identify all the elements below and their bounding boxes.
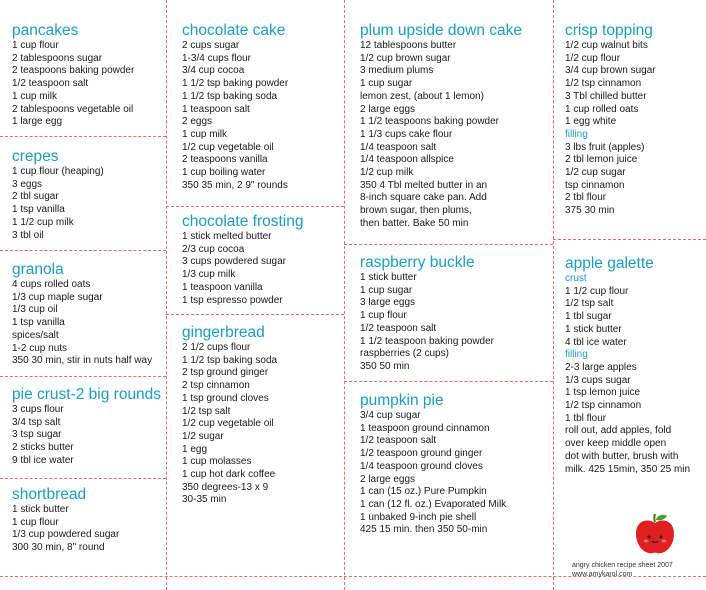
ingredient-line: 2 eggs xyxy=(182,116,213,128)
ingredient-line: 1 stick melted butter xyxy=(182,231,272,242)
recipe-gingerbread xyxy=(182,324,277,507)
ingredient-line: 1/2 teaspoon ground ginger xyxy=(360,448,483,460)
ingredient-line: 1 cup rolled oats xyxy=(565,103,639,115)
ingredient-line: 2-3 large apples xyxy=(565,361,637,373)
recipe-title: crepes xyxy=(12,148,59,165)
ingredient-line: tsp cinnamon xyxy=(565,179,625,191)
ingredient-line: 1-3/4 cups flour xyxy=(182,52,251,64)
ingredient-line: 1 teaspoon ground cinnamon xyxy=(360,422,490,434)
ingredient-line: 1/3 cup milk xyxy=(182,269,236,281)
recipe-title: crisp topping xyxy=(565,22,653,39)
ingredient-line: 2 sticks butter xyxy=(12,442,74,454)
ingredient-line: 1 tsp ground cloves xyxy=(182,392,269,404)
section-subtitle: filling xyxy=(565,349,588,361)
ingredient-line: 4 cups rolled oats xyxy=(12,279,91,290)
column-divider xyxy=(166,0,167,590)
ingredient-line: 350 30 min, stir in nuts half way xyxy=(12,355,153,367)
ingredient-line: 1 teaspoon salt xyxy=(182,103,250,115)
ingredient-line: 1 1/2 teaspoon baking powder xyxy=(360,335,494,347)
footer-url: www.amykarol.com xyxy=(572,571,633,578)
ingredient-line: 1/2 teaspoon salt xyxy=(360,435,437,447)
ingredient-line: 1/2 cup vegetable oil xyxy=(182,141,274,153)
ingredient-line: 2 large eggs xyxy=(360,473,416,485)
recipe-chocolate-cake xyxy=(182,22,288,192)
ingredient-line: 1 cup milk xyxy=(12,90,58,102)
ingredient-line: 3 eggs xyxy=(12,178,43,190)
ingredient-line: 1/2 tsp salt xyxy=(565,298,614,310)
ingredient-line: 1 1/2 tsp baking soda xyxy=(182,90,278,102)
ingredient-line: 3 cups powdered sugar xyxy=(182,256,286,268)
ingredient-line: 1 stick butter xyxy=(360,272,417,283)
recipe-title: pumpkin pie xyxy=(360,392,444,409)
ingredient-line: 1/3 cup powdered sugar xyxy=(12,529,120,541)
section-divider xyxy=(0,136,166,137)
ingredient-line: 9 tbl ice water xyxy=(12,454,74,466)
apple-icon xyxy=(633,510,677,556)
ingredient-line: 1-2 cup nuts xyxy=(12,342,68,354)
ingredient-line: 30-35 min xyxy=(182,494,227,506)
section-divider xyxy=(166,314,344,315)
ingredient-line: 2 teaspoons vanilla xyxy=(182,154,268,166)
ingredient-line: 1 egg white xyxy=(565,116,617,128)
ingredient-line: 1 cup sugar xyxy=(360,284,413,296)
ingredient-line: 3 large eggs xyxy=(360,297,416,309)
ingredient-line: 1/2 teaspoon salt xyxy=(360,322,437,334)
ingredient-line: 1/4 teaspoon allspice xyxy=(360,154,454,166)
recipe-shortbread xyxy=(12,486,119,555)
ingredient-line: 1/2 tsp cinnamon xyxy=(565,400,642,412)
section-divider xyxy=(0,376,166,377)
recipe-title: raspberry buckle xyxy=(360,254,475,271)
recipe-raspberry-buckle xyxy=(360,254,494,374)
recipe-title: granola xyxy=(12,261,64,278)
recipe-title: shortbread xyxy=(12,486,87,503)
ingredient-line: 1 tsp vanilla xyxy=(12,204,65,216)
ingredient-line: 2 teaspoons baking powder xyxy=(12,65,135,77)
section-subtitle: filling xyxy=(565,128,588,140)
ingredient-line: 1 1/2 tsp baking powder xyxy=(182,78,289,90)
section-subtitle: crust xyxy=(565,273,587,284)
recipe-apple-galette xyxy=(565,255,690,476)
ingredient-line: 350 50 min xyxy=(360,360,410,372)
ingredient-line: dot with butter, brush with xyxy=(565,450,679,462)
section-divider xyxy=(344,381,553,382)
ingredient-line: 1 1/2 tsp baking soda xyxy=(182,354,278,366)
recipe-pumpkin-pie xyxy=(360,392,506,537)
ingredient-line: then batter. Bake 50 min xyxy=(360,217,469,229)
ingredient-line: 1/2 teaspoon salt xyxy=(12,78,89,90)
ingredient-line: 1/2 cup walnut bits xyxy=(565,40,648,51)
ingredient-line: 1 cup flour xyxy=(360,310,407,322)
ingredient-line: 1/2 cup brown sugar xyxy=(360,52,451,64)
ingredient-line: 3 tbl oil xyxy=(12,229,44,241)
section-divider xyxy=(0,250,166,251)
ingredient-line: 3 lbs fruit (apples) xyxy=(565,141,645,153)
ingredient-line: 1 tbl sugar xyxy=(565,311,612,323)
ingredient-line: 1 1/2 teaspoons baking powder xyxy=(360,116,499,128)
ingredient-line: 1 stick butter xyxy=(565,323,622,335)
ingredient-line: 1/3 cups sugar xyxy=(565,374,631,386)
ingredient-line: 1 cup molasses xyxy=(182,456,252,468)
ingredient-line: 2 tsp ground ginger xyxy=(182,367,269,379)
recipe-pie-crust xyxy=(12,386,161,468)
recipe-crepes xyxy=(12,148,104,242)
ingredient-line: 1 cup hot dark coffee xyxy=(182,469,276,481)
ingredient-line: 2 tbl sugar xyxy=(12,191,59,203)
footer-line: angry chicken recipe sheet 2007 xyxy=(572,562,673,569)
recipe-title: plum upside down cake xyxy=(360,22,522,39)
ingredient-line: 1 can (12 fl. oz.) Evaporated Milk xyxy=(360,498,507,510)
ingredient-line: 1/2 cup flour xyxy=(565,52,621,64)
section-divider xyxy=(344,244,553,245)
ingredient-line: 1 teaspoon vanilla xyxy=(182,281,263,293)
ingredient-line: 425 15 min. then 350 50-min xyxy=(360,524,488,536)
section-divider xyxy=(166,206,344,207)
ingredient-line: 1 1/2 cup flour xyxy=(565,285,629,297)
recipe-pancakes xyxy=(12,22,134,129)
recipe-title: gingerbread xyxy=(182,324,265,341)
ingredient-line: 350 35 min, 2 9" rounds xyxy=(182,179,288,191)
ingredient-line: 3 Tbl chilled butter xyxy=(565,90,647,102)
ingredient-line: 1 can (15 oz.) Pure Pumpkin xyxy=(360,486,487,498)
ingredient-line: 3 cups flour xyxy=(12,404,64,415)
column-divider xyxy=(344,0,345,590)
ingredient-line: 1/4 teaspoon ground cloves xyxy=(360,460,483,472)
ingredient-line: 1 tsp espresso powder xyxy=(182,294,283,306)
recipe-title: chocolate cake xyxy=(182,22,286,39)
ingredient-line: 12 tablespoons butter xyxy=(360,40,457,51)
ingredient-line: 3 tsp sugar xyxy=(12,429,62,441)
ingredient-line: 3/4 tsp salt xyxy=(12,416,61,428)
recipe-granola xyxy=(12,261,152,368)
ingredient-line: brown sugar, then plums, xyxy=(360,205,472,217)
ingredient-line: 1/3 cup oil xyxy=(12,304,58,316)
ingredient-line: 1/2 sugar xyxy=(182,430,224,442)
recipe-chocolate-frosting xyxy=(182,213,304,307)
ingredient-line: over keep middle open xyxy=(565,438,667,450)
section-divider xyxy=(0,478,166,479)
footer-credit xyxy=(572,561,673,579)
section-divider xyxy=(553,239,706,240)
ingredient-line: 1 large egg xyxy=(12,116,63,128)
recipe-crisp-topping xyxy=(565,22,656,218)
ingredient-line: 1/2 tsp salt xyxy=(182,405,231,417)
ingredient-line: spices/salt xyxy=(12,329,59,341)
ingredient-line: 3/4 cup brown sugar xyxy=(565,65,656,77)
ingredient-line: 1 unbaked 9-inch pie shell xyxy=(360,511,477,523)
recipe-title: pancakes xyxy=(12,22,79,39)
ingredient-line: 1/2 cup sugar xyxy=(565,167,626,179)
ingredient-line: 350 4 Tbl melted butter in an xyxy=(360,179,488,191)
ingredient-line: 1 cup flour xyxy=(12,516,59,528)
ingredient-line: lemon zest, (about 1 lemon) xyxy=(360,90,484,102)
ingredient-line: 300 30 min, 8" round xyxy=(12,542,105,554)
recipe-title: apple galette xyxy=(565,255,654,272)
ingredient-line: 1 tbl flour xyxy=(565,412,607,424)
ingredient-line: 1 1/3 cups cake flour xyxy=(360,128,453,140)
ingredient-line: 350 degrees-13 x 9 xyxy=(182,481,269,493)
ingredient-line: 1 cup flour (heaping) xyxy=(12,166,104,177)
ingredient-line: 3 medium plums xyxy=(360,65,434,77)
ingredient-line: 1/3 cup maple sugar xyxy=(12,291,103,303)
ingredient-line: 1 stick butter xyxy=(12,504,69,515)
ingredient-line: 1 tsp vanilla xyxy=(12,317,65,329)
recipe-title: chocolate frosting xyxy=(182,213,304,230)
ingredient-line: 1/2 cup vegetable oil xyxy=(182,418,274,430)
ingredient-line: 3/4 cup cocoa xyxy=(182,65,245,77)
ingredient-line: 4 tbl ice water xyxy=(565,336,627,348)
column-divider xyxy=(553,0,554,590)
ingredient-line: 2 large eggs xyxy=(360,103,416,115)
ingredient-line: 3/4 cup sugar xyxy=(360,410,421,421)
ingredient-line: 1/2 cup milk xyxy=(360,167,414,179)
ingredient-line: 1 cup boiling water xyxy=(182,167,266,179)
ingredient-line: 1 egg xyxy=(182,443,208,455)
ingredient-line: 1 cup milk xyxy=(182,128,228,140)
ingredient-line: 1 cup sugar xyxy=(360,78,413,90)
recipe-plum-upside-down-cake xyxy=(360,22,522,231)
ingredient-line: 375 30 min xyxy=(565,205,615,217)
recipe-title: pie crust-2 big rounds xyxy=(12,386,162,403)
ingredient-line: 1 1/2 cup milk xyxy=(12,216,74,228)
ingredient-line: 2 tsp cinnamon xyxy=(182,380,250,392)
ingredient-line: 2/3 cup cocoa xyxy=(182,243,245,255)
ingredient-line: 2 tablespoons sugar xyxy=(12,52,103,64)
ingredient-line: 1/2 tsp cinnamon xyxy=(565,78,642,90)
ingredient-line: 1 cup flour xyxy=(12,40,59,51)
ingredient-line: roll out, add apples, fold xyxy=(565,425,672,437)
ingredient-line: raspberries (2 cups) xyxy=(360,348,449,360)
ingredient-line: 1 tsp lemon juice xyxy=(565,387,641,399)
ingredient-line: 8-inch square cake pan. Add xyxy=(360,192,487,204)
ingredient-line: 2 tbl lemon juice xyxy=(565,154,638,166)
ingredient-line: 2 cups sugar xyxy=(182,40,240,51)
ingredient-line: 2 1/2 cups flour xyxy=(182,342,251,353)
ingredient-line: 2 tablespoons vegetable oil xyxy=(12,103,134,115)
ingredient-line: milk. 425 15min, 350 25 min xyxy=(565,463,691,475)
ingredient-line: 1/4 teaspoon salt xyxy=(360,141,437,153)
ingredient-line: 2 tbl flour xyxy=(565,192,607,204)
